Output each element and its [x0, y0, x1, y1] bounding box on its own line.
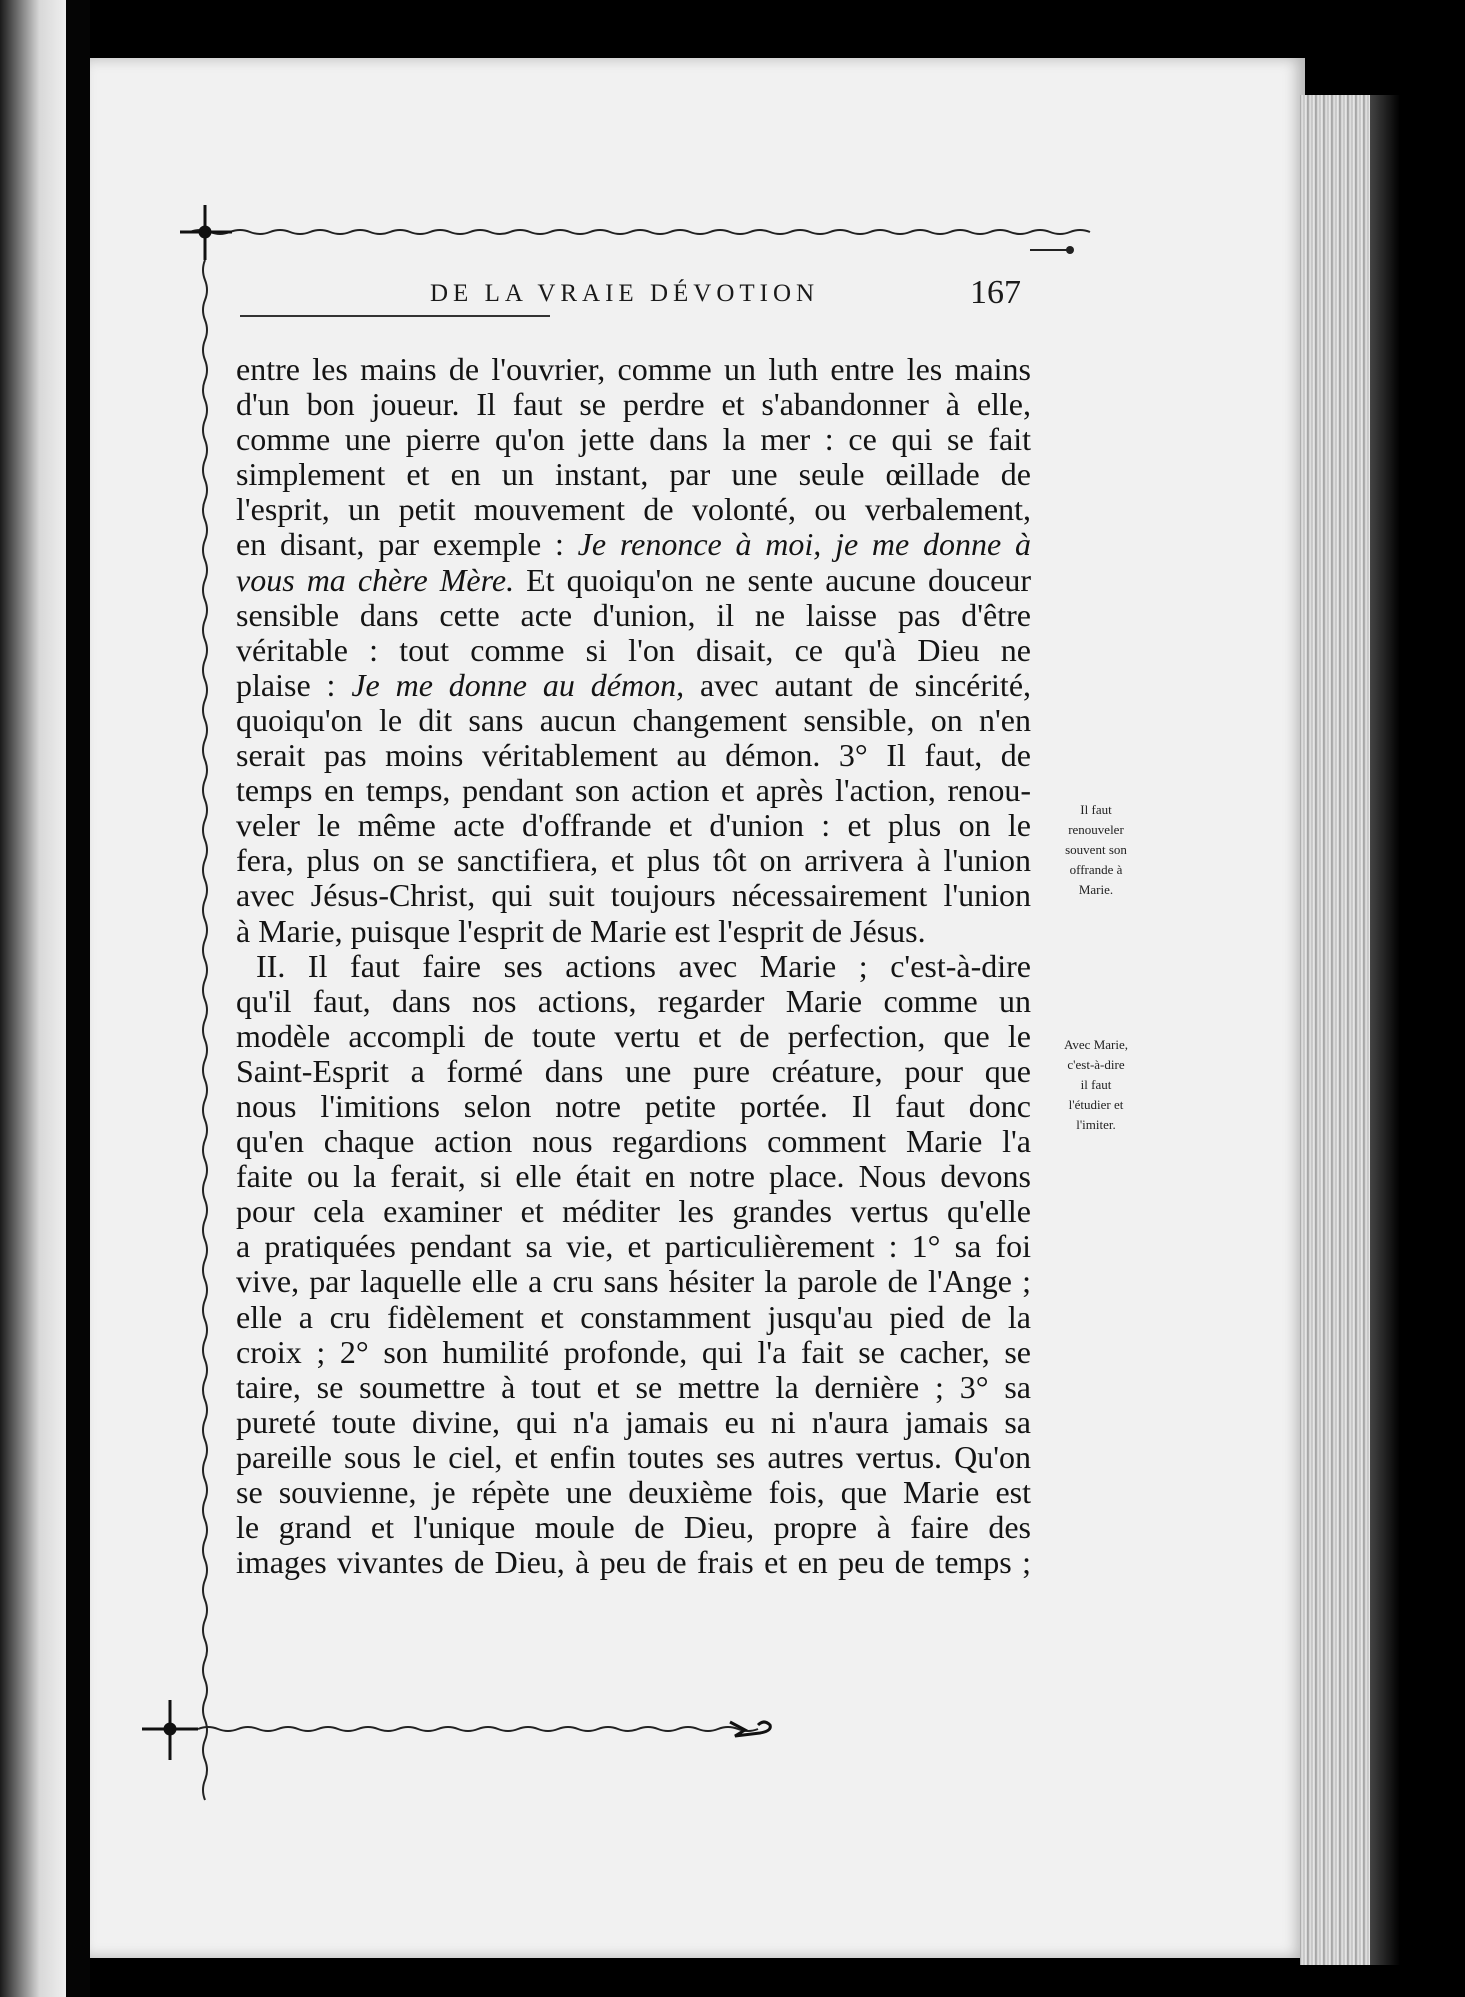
margin-note-line: il faut	[1080, 1077, 1112, 1092]
text-line: se souvienne, je répète une deuxième fois, que Marie est	[236, 1474, 1031, 1510]
left-wavy-rule	[203, 260, 207, 1800]
bottom-wavy-rule	[198, 1727, 758, 1731]
top-wavy-rule	[190, 230, 1090, 234]
text-line: pour cela examiner et méditer les grandes vertus qu'elle	[236, 1193, 1031, 1230]
text-line: images vivantes de Dieu, à peu de frais et en peu de temps ;	[236, 1544, 1031, 1581]
header-rule	[240, 315, 550, 317]
text-line: simplement et en un instant, par une seule œillade de	[236, 456, 1031, 493]
margin-note-line: renouveler	[1068, 822, 1124, 837]
text-line: II. Il faut faire ses actions avec Marie ; c'est-à-dire	[256, 947, 1031, 984]
text-line: faite ou la ferait, si elle était en notre place. Nous devons	[236, 1158, 1031, 1195]
text-line	[236, 527, 1031, 562]
text-run: plaise :	[236, 666, 352, 703]
margin-note-line: Marie.	[1078, 882, 1114, 897]
margin-note-line: c'est-à-dire	[1067, 1057, 1125, 1072]
italic-prayer: vous ma chère Mère.	[236, 561, 515, 598]
text-line: taire, se soumettre à tout et se mettre la dernière ; 3° sa	[236, 1368, 1031, 1405]
margin-note-renew-offering	[1040, 800, 1152, 900]
page-number: 167	[970, 274, 1021, 311]
margin-note-line: souvent son	[1065, 842, 1127, 857]
text-line: vive, par laquelle elle a cru sans hésiter la parole de l'Ange ;	[236, 1263, 1031, 1300]
text-line: l'esprit, un petit mouvement de volonté, ou verbalement,	[236, 491, 1031, 528]
text-line: veler le même acte d'offrande et d'union : et plus on le	[236, 807, 1031, 844]
text-line: entre les mains de l'ouvrier, comme un luth entre les mains	[236, 351, 1031, 387]
text-line: comme une pierre qu'on jette dans la mer : ce qui se fait	[236, 421, 1031, 458]
margin-note-line: offrande à	[1069, 862, 1123, 877]
running-head	[240, 270, 1040, 320]
text-line: quoiqu'on le dit sans aucun changement sensible, on n'en	[236, 701, 1031, 738]
text-run: avec autant de sincérité,	[684, 666, 1032, 703]
text-line: véritable : tout comme si l'on disait, ce qu'à Dieu ne	[236, 631, 1031, 668]
margin-note-line: l'étudier et	[1068, 1097, 1124, 1112]
text-line: avec Jésus-Christ, qui suit toujours nécessairement l'union	[236, 877, 1031, 914]
text-line: à Marie, puisque l'esprit de Marie est l'esprit de Jésus.	[236, 912, 926, 949]
text-line	[236, 563, 1031, 598]
text-line: qu'en chaque action nous regardions comment Marie l'a	[236, 1123, 1031, 1160]
margin-note-line: l'imiter.	[1076, 1117, 1116, 1132]
text-line: fera, plus on se sanctifiera, et plus tôt on arrivera à l'union	[236, 842, 1031, 879]
margin-note-line: Avec Marie,	[1063, 1037, 1128, 1052]
text-line: qu'il faut, dans nos actions, regarder Marie comme un	[236, 982, 1031, 1019]
text-line: temps en temps, pendant son action et après l'action, renou-	[236, 772, 1031, 809]
text-line: d'un bon joueur. Il faut se perdre et s'abandonner à elle,	[236, 386, 1031, 423]
italic-prayer: Je renonce à moi, je me donne à	[577, 526, 1032, 563]
text-line	[236, 668, 1031, 703]
text-run: en disant, par exemple :	[236, 526, 578, 563]
text-run: Et quoiqu'on ne sente aucune douceur	[514, 561, 1032, 598]
text-line: nous l'imitions selon notre petite portée. Il faut donc	[236, 1087, 1031, 1124]
margin-note-line: Il faut	[1080, 802, 1112, 817]
top-rule-dot	[1066, 246, 1074, 254]
text-line: elle a cru fidèlement et constamment jusqu'au pied de la	[236, 1298, 1031, 1335]
running-title: DE LA VRAIE DÉVOTION	[430, 280, 820, 307]
text-line: pureté toute divine, qui n'a jamais eu ni n'aura jamais sa	[236, 1403, 1031, 1440]
text-line: croix ; 2° son humilité profonde, qui l'a fait se cacher, se	[236, 1333, 1031, 1370]
italic-phrase: Je me donne au démon,	[351, 666, 685, 703]
text-line: a pratiquées pendant sa vie, et particulièrement : 1° sa foi	[236, 1228, 1031, 1265]
top-left-cross-ornament	[180, 205, 232, 260]
bottom-left-cross-ornament	[142, 1700, 198, 1760]
text-line: sensible dans cette acte d'union, il ne laisse pas d'être	[236, 596, 1031, 633]
text-line: le grand et l'unique moule de Dieu, propre à faire des	[236, 1509, 1031, 1546]
text-line: Saint-Esprit a formé dans une pure créature, pour que	[236, 1052, 1031, 1089]
text-line: pareille sous le ciel, et enfin toutes ses autres vertus. Qu'on	[236, 1438, 1031, 1475]
body-text	[236, 352, 1031, 1580]
text-line: serait pas moins véritablement au démon. 3° Il faut, de	[236, 737, 1031, 774]
text-line: modèle accompli de toute vertu et de perfection, que le	[236, 1017, 1031, 1054]
margin-note-imitate-mary	[1040, 1035, 1152, 1135]
